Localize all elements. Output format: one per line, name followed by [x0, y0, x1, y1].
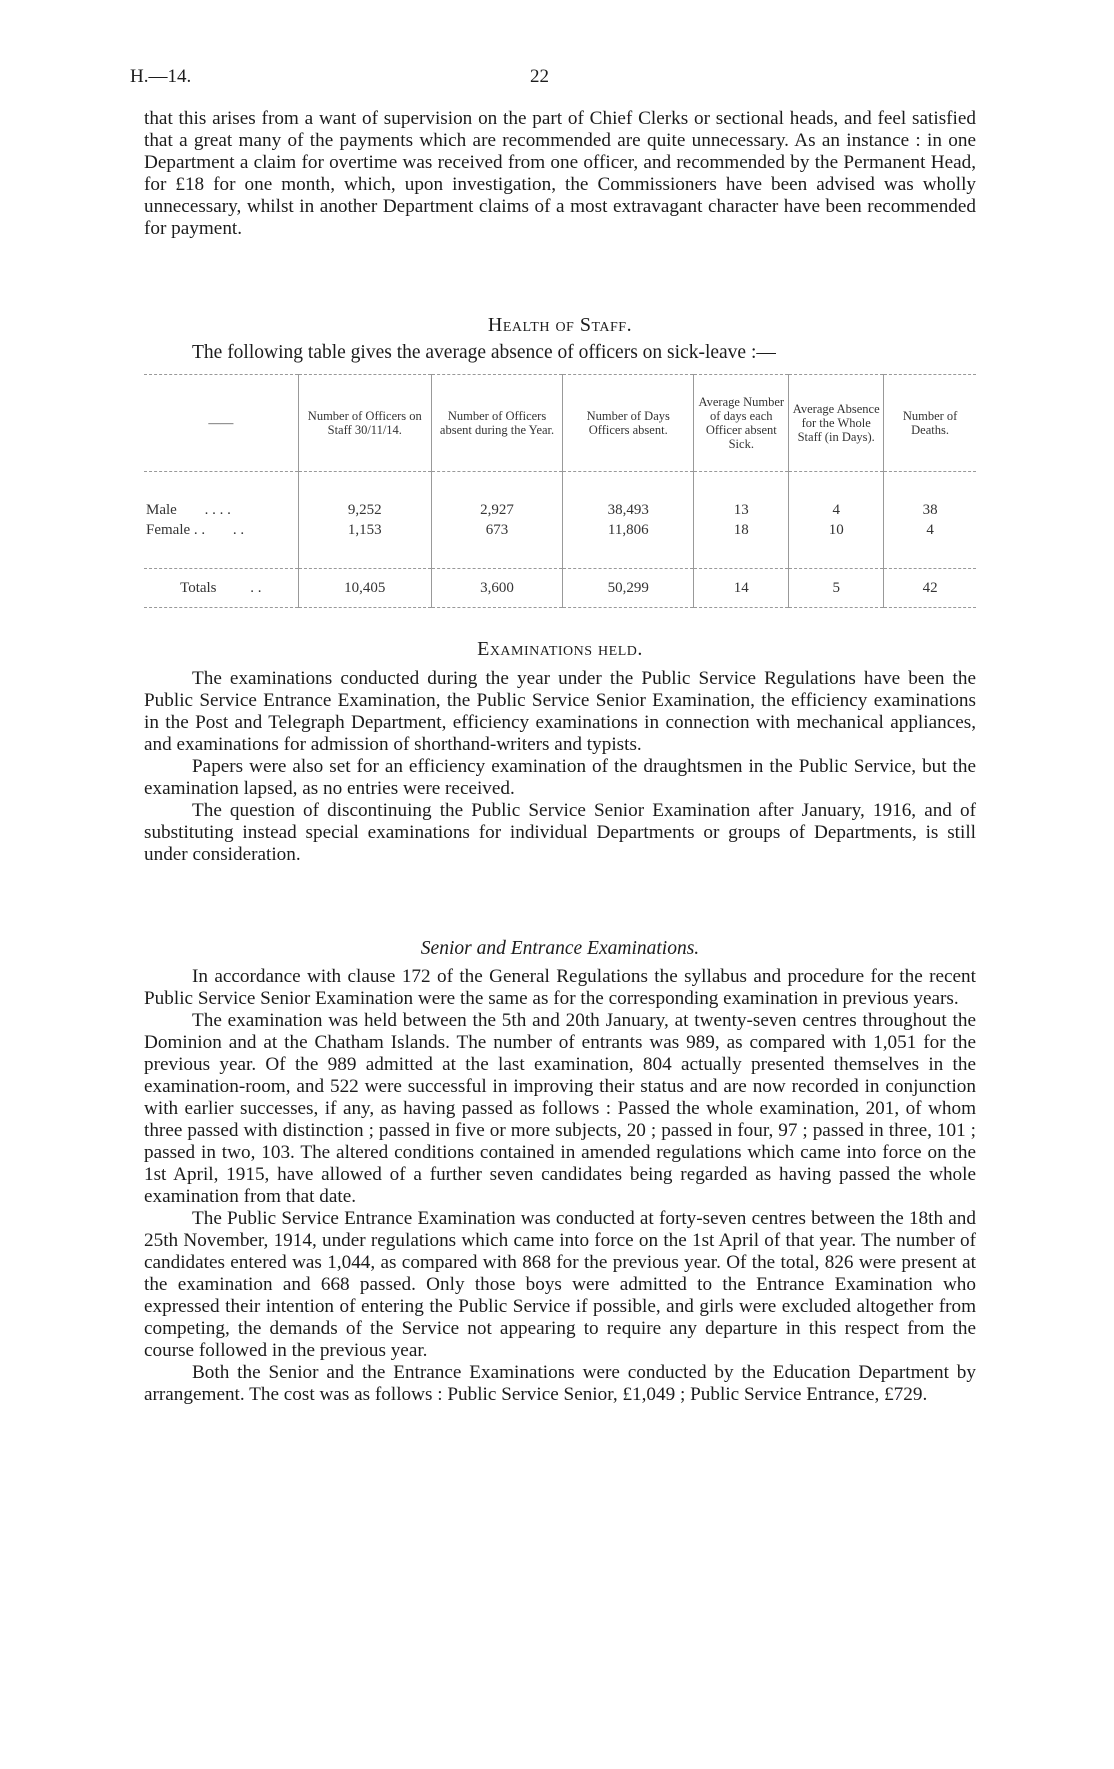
paragraph: In accordance with clause 172 of the General Regulations the syllabus and procedure for the recent Public Service Senior Examination were the same as for the corresponding examination in previous years.	[144, 966, 976, 1009]
paragraph: The examination was held between the 5th and 20th January, at twenty-seven centres throughout the Dominion and at the Chatham Islands. The number of entrants was 989, as compared with 1,051 for the previous year. Of the 989 admitted at the last examination, 804 actually presented themselves in the examination-room, and 522 were successful in improving their status and are now recorded in conjunction with earlier successes, if any, as having passed as follows : Passed the whole examination, 201, of whom three passed with distinction ; passed in five or more subjects, 20 ; passed in four, 97 ; passed in three, 101 ; passed in two, 103. The altered conditions contained in amended regulations which came into force on the 1st April, 1915, have allowed of a further seven candidates being regarded as having passed the whole examination from that date.	[144, 1010, 976, 1207]
leader-dots: . . . .	[204, 502, 231, 518]
column-header: Average Number of days each Officer absent Sick.	[694, 375, 789, 472]
table-row	[144, 520, 976, 540]
table-cell: 2,927	[431, 500, 562, 520]
senior-entrance-heading: Senior and Entrance Examinations.	[420, 938, 700, 959]
table-cell: 38	[884, 500, 976, 520]
leader-dots: . .	[250, 580, 262, 596]
row-label: Totals . .	[144, 569, 298, 608]
column-header: Number of Days Officers absent.	[563, 375, 694, 472]
sick-leave-table	[144, 374, 976, 608]
column-header: Number of Officers on Staff 30/11/14.	[298, 375, 431, 472]
column-header: Number of Officers absent during the Year.	[431, 375, 562, 472]
table-cell: 3,600	[431, 569, 562, 608]
paragraph: The examinations conducted during the year under the Public Service Regulations have been the Public Service Entrance Examination, the Public Service Senior Examination, the efficiency examinations in the Post and Telegraph Department, efficiency examinations in connection with mechanical appliances, and examinations for admission of shorthand-writers and typists.	[144, 668, 976, 755]
table-cell: 4	[884, 520, 976, 540]
table-cell: 4	[789, 500, 884, 520]
table-cell: 11,806	[563, 520, 694, 540]
paragraph: Both the Senior and the Entrance Examinations were conducted by the Education Department by arrangement. The cost was as follows : Public Service Senior, £1,049 ; Public Service Entrance, £729.	[144, 1362, 976, 1405]
table-header-row	[144, 375, 976, 472]
table-cell: 14	[694, 569, 789, 608]
table-row	[144, 500, 976, 520]
health-of-staff-heading: Health of Staff.	[487, 314, 633, 336]
table-cell: 9,252	[298, 500, 431, 520]
column-header: ——	[144, 375, 298, 472]
page-header	[130, 66, 975, 90]
table-cell: 42	[884, 569, 976, 608]
table-cell: 38,493	[563, 500, 694, 520]
leader-dots: . .	[232, 522, 245, 538]
table-cell: 18	[694, 520, 789, 540]
table-cell: 10,405	[298, 569, 431, 608]
table-cell: 10	[789, 520, 884, 540]
table-cell: 13	[694, 500, 789, 520]
table-cell: 673	[431, 520, 562, 540]
column-header: Number of Deaths.	[884, 375, 976, 472]
examinations-section	[144, 668, 976, 866]
column-header: Average Absence for the Whole Staff (in Days).	[789, 375, 884, 472]
examinations-held-heading: Examinations held.	[477, 638, 643, 660]
senior-entrance-section	[144, 966, 976, 1406]
table-cell: 50,299	[563, 569, 694, 608]
paragraph: The Public Service Entrance Examination was conducted at forty-seven centres between the 18th and 25th November, 1914, under regulations which came into force on the 1st April of that year. The number of candidates entered was 1,044, as compared with 868 for the previous year. Of the total, 826 were present at the examination and 668 passed. Only those boys were admitted to the Entrance Examination who expressed their intention of entering the Public Service if possible, and girls were excluded altogether from competing, the demands of the Service not appearing to require any departure in this respect from the course followed in the previous year.	[144, 1208, 976, 1361]
table-cell: 5	[789, 569, 884, 608]
row-label: Male . . . .	[146, 502, 231, 518]
row-label: Female . . . .	[146, 522, 245, 538]
totals-row	[144, 569, 976, 608]
paragraph: The question of discontinuing the Public Service Senior Examination after January, 1916, and of substituting instead special examinations for individual Departments or groups of Departments, is still under consideration.	[144, 800, 976, 865]
opening-paragraph-block	[144, 108, 976, 240]
opening-paragraph: that this arises from a want of supervision on the part of Chief Clerks or sectional heads, and feel satisfied that a great many of the payments which are recommended are quite unnecessary. As an instance : in one Department a claim for overtime was received from one officer, and recommended by the Permanent Head, for £18 for one month, which, upon investigation, the Commissioners have been advised was wholly unnecessary, whilst in another Department claims of a most extravagant character have been recommended for payment.	[144, 108, 976, 239]
paragraph: Papers were also set for an efficiency examination of the draughtsmen in the Public Service, but the examination lapsed, as no entries were received.	[144, 756, 976, 799]
page-number: 22	[530, 66, 549, 87]
document-reference: H.—14.	[130, 66, 192, 87]
health-table-intro: The following table gives the average absence of officers on sick-leave :—	[192, 342, 776, 363]
table-cell: 1,153	[298, 520, 431, 540]
